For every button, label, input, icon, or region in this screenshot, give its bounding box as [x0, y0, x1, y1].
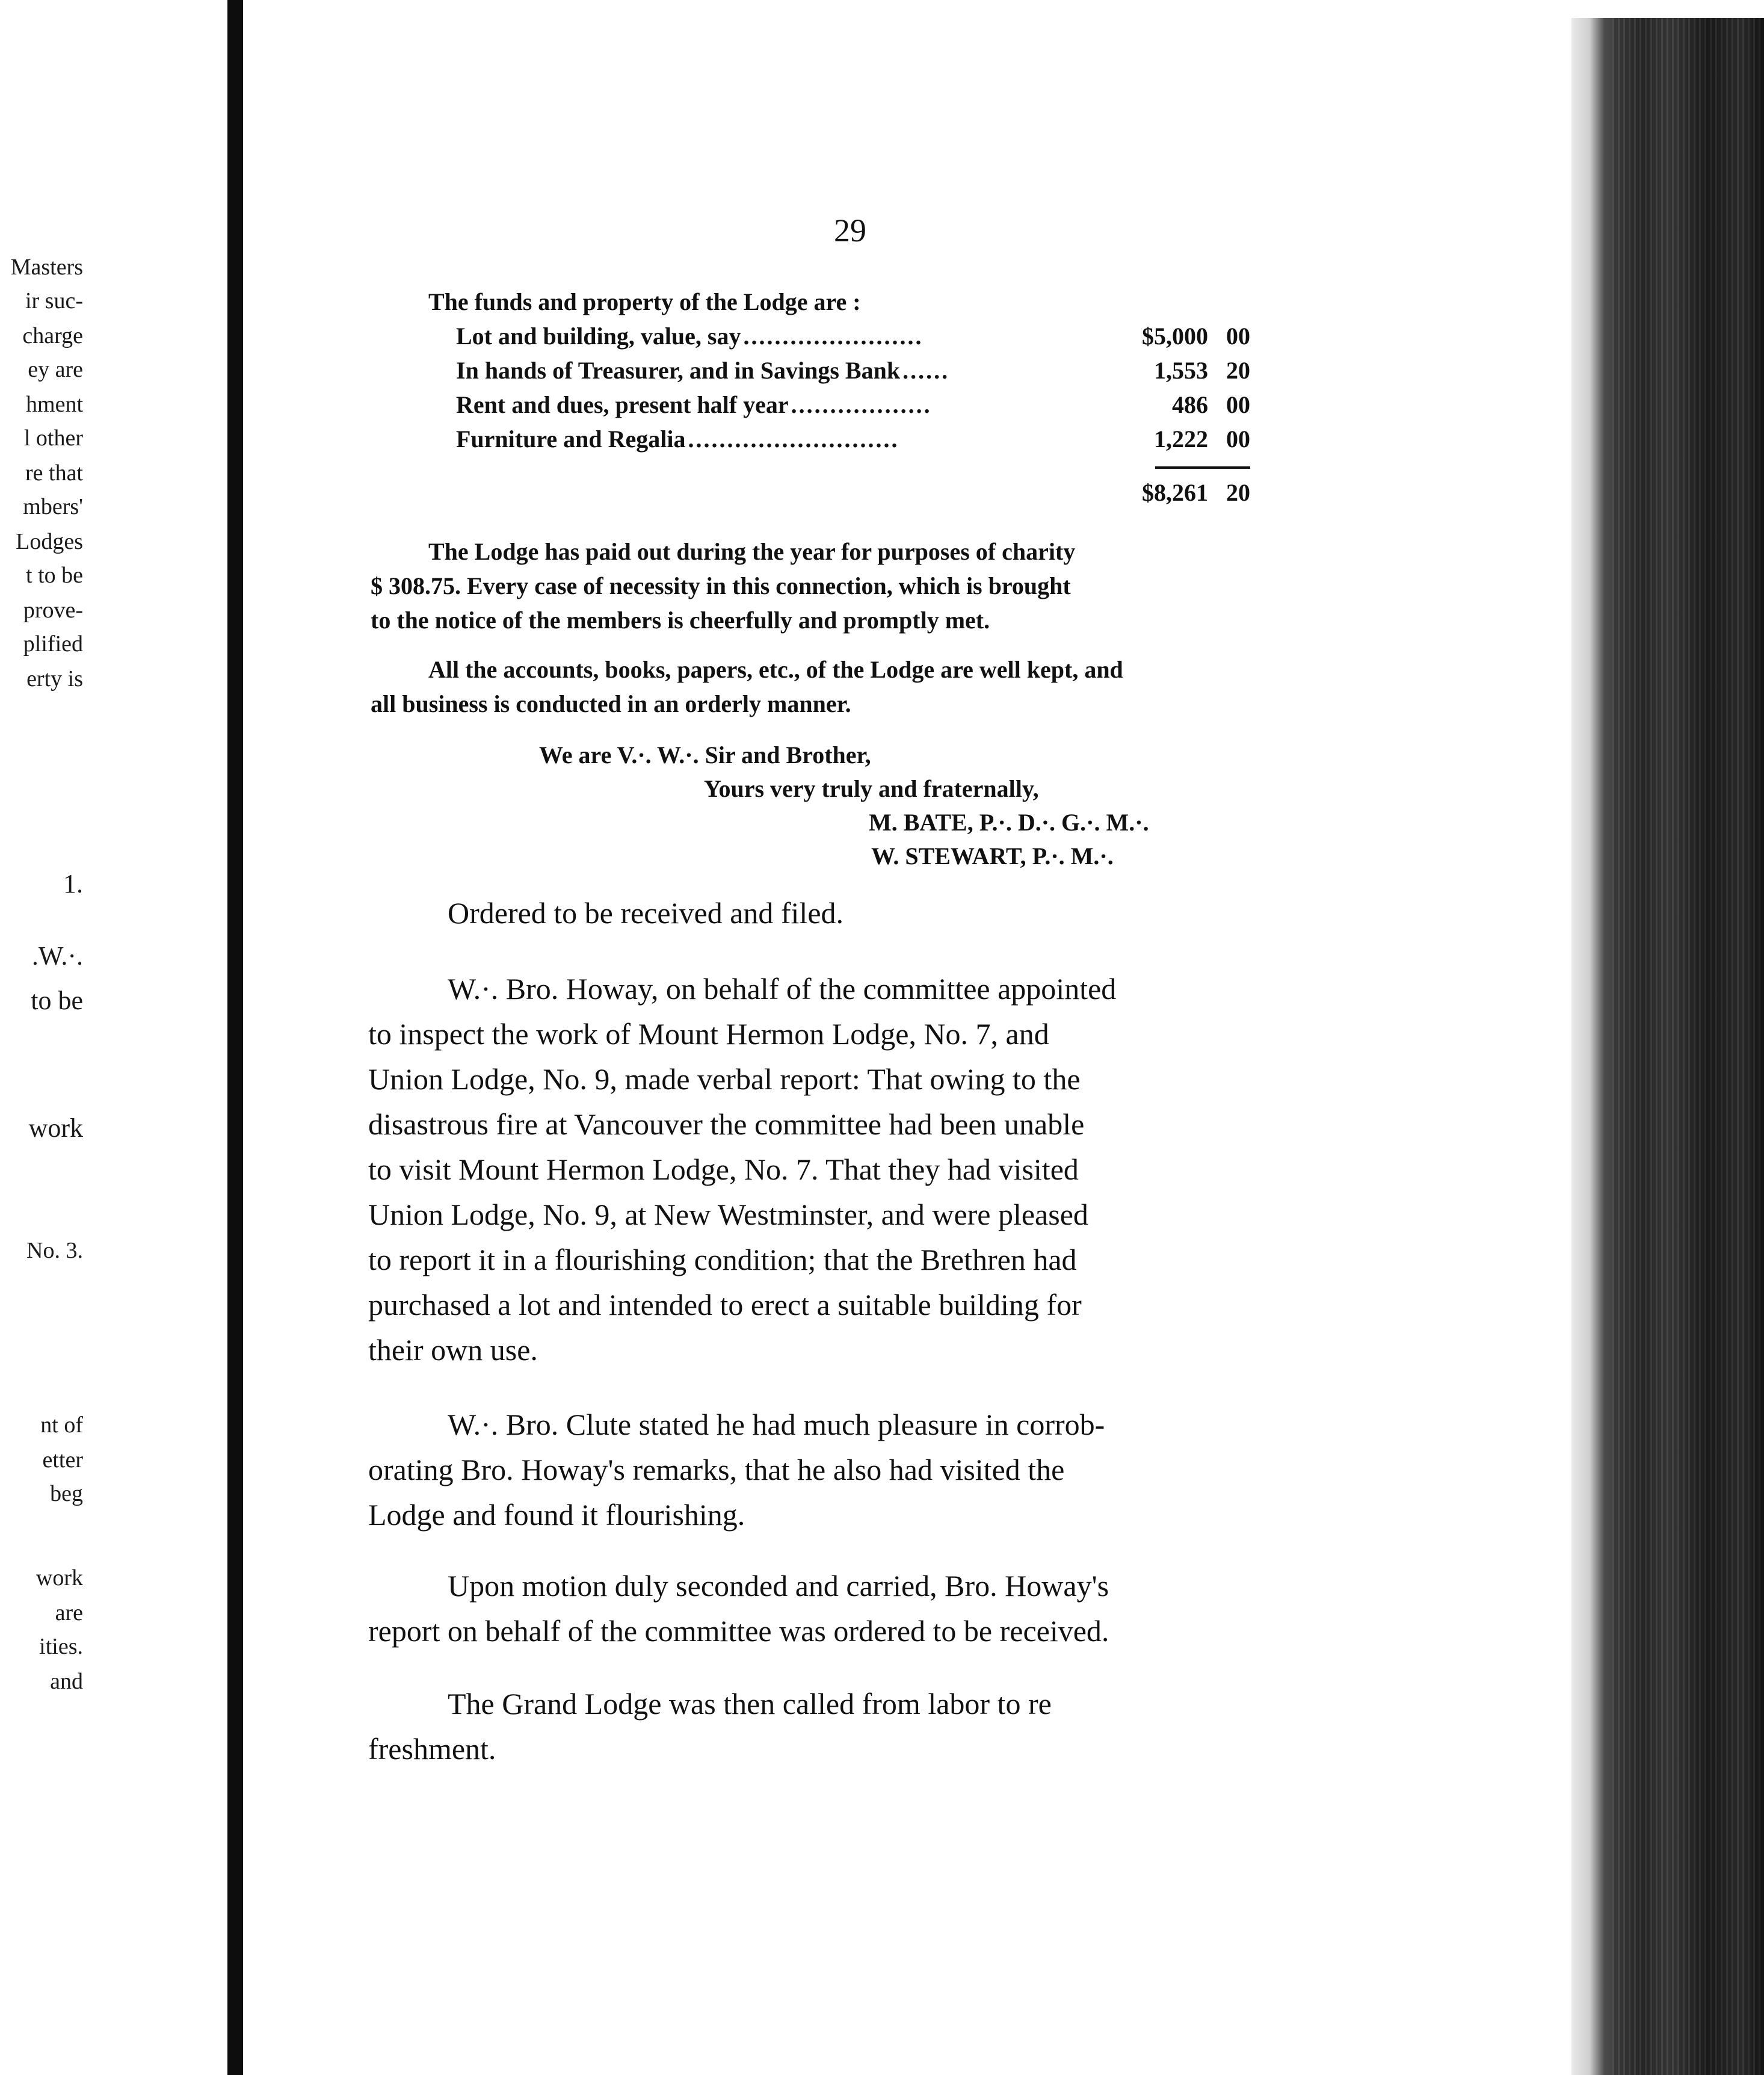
- prev-line: etter: [42, 1447, 83, 1473]
- leader-dots: ...........................: [688, 425, 899, 453]
- ordered-line: Ordered to be received and filed.: [448, 896, 844, 930]
- signatory-stewart: W. STEWART, P.·. M.·.: [871, 843, 1114, 870]
- prev-line: hment: [26, 392, 83, 417]
- fund-label: Furniture and Regalia: [456, 425, 686, 453]
- text-line: $ 308.75. Every case of necessity in this connection, which is brought: [371, 572, 1071, 599]
- clute-paragraph: [368, 1402, 1328, 1538]
- total-rule: [1155, 466, 1250, 469]
- prev-line: ey are: [28, 357, 83, 382]
- book-gutter: [227, 0, 243, 2075]
- prev-line: Lodges: [16, 529, 83, 554]
- prev-line: re that: [25, 460, 83, 486]
- prev-line: prove-: [23, 598, 83, 623]
- prev-line: work: [28, 1113, 83, 1143]
- leader-dots: ..................: [791, 391, 932, 418]
- text-line-content: W.·. Bro. Howay, on behalf of the committee appointed: [448, 972, 1117, 1006]
- fund-cents: 00: [1226, 425, 1250, 453]
- total-cents: 20: [1226, 479, 1250, 506]
- prev-line: 1.: [63, 869, 83, 898]
- valediction: Yours very truly and fraternally,: [704, 775, 1039, 802]
- text-line-content: All the accounts, books, papers, etc., of the Lodge are well kept, and: [428, 656, 1123, 683]
- accounts-paragraph: [371, 652, 1331, 721]
- fund-row: [456, 388, 1250, 422]
- text-line: Union Lodge, No. 9, at New Westminster, and were pleased: [368, 1198, 1088, 1231]
- text-line: [368, 1681, 1328, 1727]
- text-line: [371, 534, 1331, 569]
- book-page-edge-texture: [1612, 18, 1764, 2075]
- text-line: purchased a lot and intended to erect a suitable building for: [368, 1288, 1082, 1322]
- text-line: their own use.: [368, 1333, 538, 1367]
- text-line: to report it in a flourishing condition; that the Brethren had: [368, 1243, 1077, 1276]
- page-number: 29: [834, 212, 866, 249]
- text-line: report on behalf of the committee was ordered to be received.: [368, 1614, 1109, 1648]
- text-line-content: The Lodge has paid out during the year for purposes of charity: [428, 538, 1076, 565]
- text-line-content: The Grand Lodge was then called from labor to re: [448, 1687, 1052, 1721]
- fund-cents: 00: [1226, 391, 1250, 418]
- text-line-content: W.·. Bro. Clute stated he had much pleasure in corrob-: [448, 1408, 1105, 1441]
- fund-cents: 20: [1226, 357, 1250, 384]
- salutation: We are V.·. W.·. Sir and Brother,: [539, 741, 871, 768]
- fund-row: [456, 319, 1250, 353]
- fund-label: Lot and building, value, say: [456, 323, 741, 350]
- fund-amount: $5,000: [1142, 323, 1208, 350]
- text-line: Union Lodge, No. 9, made verbal report: That owing to the: [368, 1062, 1081, 1096]
- text-line: to inspect the work of Mount Hermon Lodge, No. 7, and: [368, 1017, 1049, 1051]
- total-amount: $8,261: [1142, 479, 1208, 506]
- charity-paragraph: [371, 534, 1331, 637]
- fund-row: [456, 353, 1250, 388]
- text-line: [368, 1402, 1328, 1447]
- fund-cents: 00: [1226, 323, 1250, 350]
- prev-line: work: [35, 1565, 83, 1591]
- text-line: to visit Mount Hermon Lodge, No. 7. That they had visited: [368, 1152, 1079, 1186]
- text-line-content: Upon motion duly seconded and carried, Bro. Howay's: [448, 1569, 1109, 1603]
- prev-line: are: [55, 1600, 83, 1625]
- prev-line: to be: [31, 986, 83, 1015]
- text-line: Lodge and found it flourishing.: [368, 1498, 745, 1532]
- prev-line: and: [50, 1669, 83, 1694]
- prev-line: .W.·.: [31, 941, 83, 971]
- text-line: orating Bro. Howay's remarks, that he also had visited the: [368, 1453, 1065, 1486]
- leader-dots: ......: [902, 357, 950, 384]
- text-line: [368, 1563, 1328, 1609]
- motion-paragraph: [368, 1563, 1328, 1654]
- refreshment-paragraph: [368, 1681, 1328, 1772]
- signatory-bate: M. BATE, P.·. D.·. G.·. M.·.: [869, 809, 1149, 836]
- text-line: all business is conducted in an orderly manner.: [371, 690, 851, 717]
- funds-table: [456, 319, 1250, 456]
- text-line: freshment.: [368, 1732, 496, 1766]
- leader-dots: .......................: [743, 323, 924, 350]
- funds-total: [1119, 475, 1250, 510]
- prev-line: ir suc-: [25, 288, 83, 314]
- fund-amount: 1,553: [1154, 357, 1208, 384]
- funds-intro: The funds and property of the Lodge are :: [428, 288, 861, 315]
- text-line: to the notice of the members is cheerfully and promptly met.: [371, 607, 990, 634]
- fund-amount: 1,222: [1154, 425, 1208, 453]
- fund-amount: 486: [1172, 391, 1208, 418]
- howay-paragraph: [368, 966, 1328, 1373]
- text-line: disastrous fire at Vancouver the committee had been unable: [368, 1107, 1085, 1141]
- prev-line: Masters: [10, 255, 83, 280]
- prev-line: beg: [50, 1481, 83, 1506]
- prev-line: nt of: [40, 1412, 83, 1438]
- fund-label: Rent and dues, present half year: [456, 391, 789, 418]
- fund-label: In hands of Treasurer, and in Savings Bank: [456, 357, 901, 384]
- text-line: [368, 966, 1328, 1012]
- text-line: [371, 652, 1331, 687]
- previous-page-fragment: [0, 0, 227, 2075]
- prev-line: plified: [23, 631, 83, 657]
- prev-line: charge: [22, 323, 83, 348]
- prev-line: t to be: [26, 563, 83, 588]
- prev-line: ities.: [39, 1634, 83, 1659]
- prev-line: No. 3.: [26, 1238, 83, 1263]
- prev-line: mbers': [23, 494, 83, 519]
- prev-line: l other: [23, 425, 83, 451]
- prev-line: erty is: [26, 666, 83, 691]
- fund-row: [456, 422, 1250, 456]
